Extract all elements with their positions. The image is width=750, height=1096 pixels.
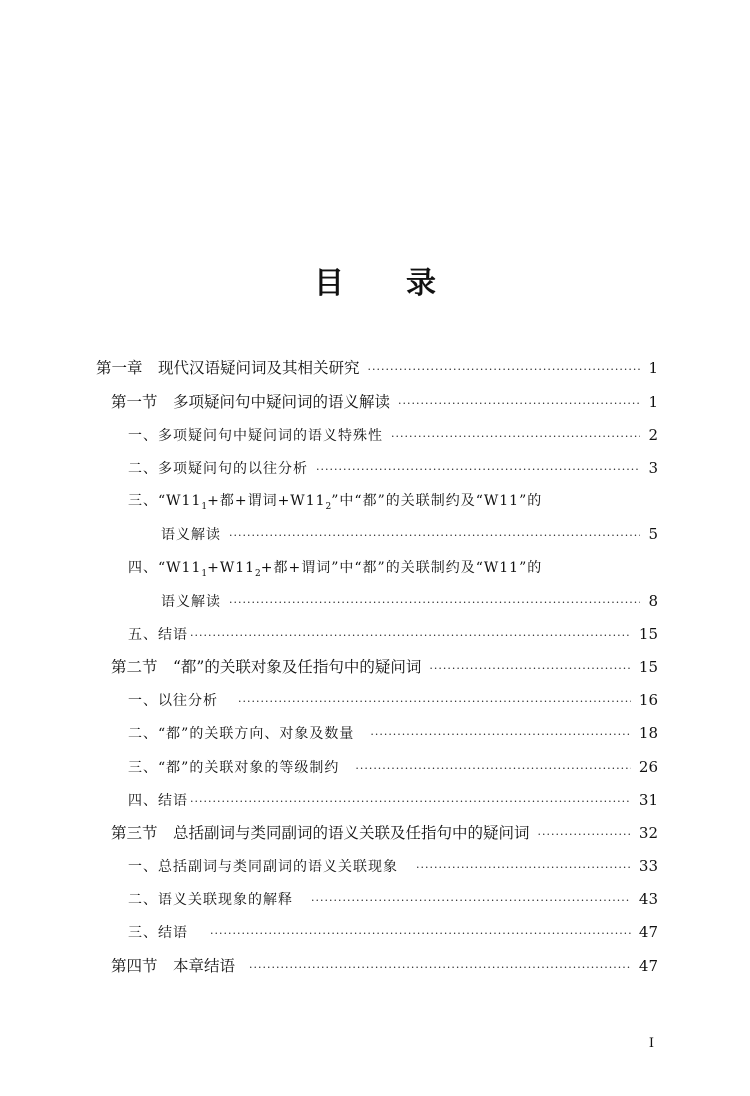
leader-dots	[316, 460, 640, 480]
toc-entry-3-3[interactable]	[128, 922, 658, 944]
toc-page: 1	[648, 359, 658, 377]
toc-label: 第三节 总括副词与类同副词的语义关联及任指句中的疑问词	[111, 824, 530, 842]
toc-page: 43	[638, 890, 658, 908]
leader-dots	[398, 394, 640, 414]
toc-label: 一、多项疑问句中疑问词的语义特殊性	[128, 428, 383, 444]
leader-dots	[391, 427, 640, 447]
toc-page: 5	[648, 525, 658, 543]
toc-label: 二、多项疑问句的以往分析	[128, 461, 308, 477]
toc-page: 33	[638, 857, 658, 875]
toc-entry-3-2[interactable]	[128, 889, 658, 911]
title-char-2: 录	[406, 266, 436, 301]
toc-page: 15	[638, 625, 658, 643]
toc-page: 26	[638, 758, 658, 776]
toc-entry-1-1[interactable]	[128, 425, 658, 447]
subscript: 2	[255, 568, 261, 579]
subscript: 1	[201, 568, 208, 579]
toc-label: 第一章 现代汉语疑问词及其相关研究	[96, 359, 360, 377]
toc-label: 三、“都”的关联对象的等级制约	[128, 760, 340, 776]
subscript: 1	[201, 501, 208, 512]
toc-label: 三、结语	[128, 925, 188, 941]
toc-page: 31	[638, 791, 658, 809]
toc-label: 第四节 本章结语	[111, 957, 236, 975]
toc-page: 32	[638, 824, 658, 842]
toc-entry-chapter-1[interactable]	[96, 358, 658, 380]
toc-label: 第二节 “都”的关联对象及任指句中的疑问词	[111, 658, 422, 676]
toc-entry-1-4-line2[interactable]	[161, 591, 658, 613]
toc-entry-2-3[interactable]	[128, 757, 658, 779]
leader-dots	[429, 659, 631, 679]
toc-page: 2	[648, 426, 658, 444]
toc-entry-section-2[interactable]	[111, 657, 658, 679]
leader-dots	[311, 891, 631, 911]
toc-page: 15	[638, 658, 658, 676]
toc-entry-2-2[interactable]	[128, 723, 658, 745]
leader-dots	[229, 526, 640, 546]
toc-label: 四、结语	[128, 793, 188, 809]
toc-entry-section-4[interactable]	[111, 956, 658, 978]
toc-entry-2-1[interactable]	[128, 690, 658, 712]
toc-label: 五、结语	[128, 627, 188, 643]
toc-entry-1-4-line1[interactable]	[128, 558, 542, 584]
toc-entry-1-3-line2[interactable]	[161, 524, 658, 546]
toc-entry-section-1[interactable]	[111, 392, 658, 414]
toc-page: 18	[638, 724, 658, 742]
leader-dots	[368, 360, 640, 380]
toc-label: 语义解读	[161, 527, 221, 543]
leader-dots	[355, 759, 631, 779]
toc-label-part: +W11	[207, 560, 256, 576]
toc-label: 第一节 多项疑问句中疑问词的语义解读	[111, 393, 391, 411]
page-number: I	[648, 1036, 654, 1051]
toc-label-part: 三、“W11	[128, 493, 202, 509]
toc-entry-1-5[interactable]	[128, 624, 658, 646]
toc-entry-3-1[interactable]	[128, 856, 658, 878]
leader-dots	[229, 593, 640, 613]
toc-label-part: +都+谓词+W11	[207, 493, 326, 509]
toc-page: 1	[648, 393, 658, 411]
toc-entry-2-4[interactable]	[128, 790, 658, 812]
toc-page: 3	[648, 459, 658, 477]
toc-label: 二、语义关联现象的解释	[128, 892, 293, 908]
toc-entry-1-3-line1[interactable]	[128, 491, 542, 517]
leader-dots	[190, 792, 631, 812]
title-char-1: 目	[314, 266, 344, 301]
toc-page: 16	[638, 691, 658, 709]
toc-label-part: +都+谓词”中“都”的关联制约及“W11”的	[260, 560, 543, 576]
toc-label: 语义解读	[161, 594, 221, 610]
toc-label-part: ”中“都”的关联制约及“W11”的	[331, 493, 543, 509]
leader-dots	[238, 692, 631, 712]
toc-label: 一、总括副词与类同副词的语义关联现象	[128, 859, 398, 875]
toc-page: 8	[648, 592, 658, 610]
leader-dots	[210, 924, 631, 944]
toc-label: 一、以往分析	[128, 693, 218, 709]
toc-entry-1-2[interactable]	[128, 458, 658, 480]
leader-dots	[190, 626, 631, 646]
subscript: 2	[325, 501, 332, 512]
leader-dots	[416, 858, 631, 878]
leader-dots	[538, 825, 631, 845]
leader-dots	[249, 958, 631, 978]
toc-page: 47	[638, 957, 658, 975]
toc-label: 二、“都”的关联方向、对象及数量	[128, 726, 355, 742]
toc-entry-section-3[interactable]	[111, 823, 658, 845]
toc-page: 47	[638, 923, 658, 941]
leader-dots	[370, 725, 631, 745]
toc-label-part: 四、“W11	[128, 560, 202, 576]
